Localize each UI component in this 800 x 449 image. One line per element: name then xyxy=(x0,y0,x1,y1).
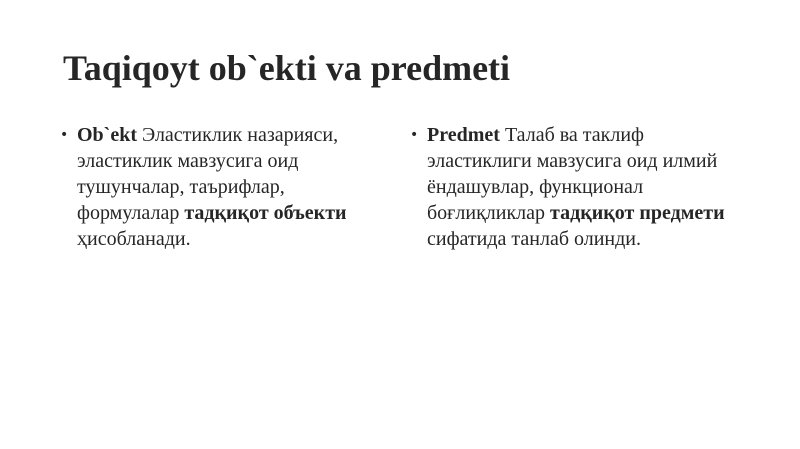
bullet-text: Талаб ва таклиф эластиклиги мавзусига оид илмий ёндашувлар, функционал боғлиқликлар xyxy=(427,124,718,224)
bullet-subject xyxy=(410,122,750,252)
bullet-emphasis: тадқиқот объекти xyxy=(184,202,347,224)
bullet-term: Predmet xyxy=(427,124,500,146)
bullet-marker: • xyxy=(410,127,419,143)
slide-title: Taqiqoyt ob`ekti va predmeti xyxy=(63,48,511,88)
right-column xyxy=(410,122,750,252)
bullet-text: Эластиклик назарияси, эластиклик мавзусига оид тушунчалар, таърифлар, формулалар xyxy=(77,124,339,224)
bullet-term: Ob`ekt xyxy=(77,124,137,146)
bullet-emphasis: тадқиқот предмети xyxy=(550,202,725,224)
bullet-marker: • xyxy=(60,127,69,143)
bullet-text-end: сифатида танлаб олинди. xyxy=(427,228,641,250)
left-column xyxy=(60,122,390,252)
bullet-text-end: ҳисобланади. xyxy=(77,228,191,250)
bullet-object xyxy=(60,122,390,252)
